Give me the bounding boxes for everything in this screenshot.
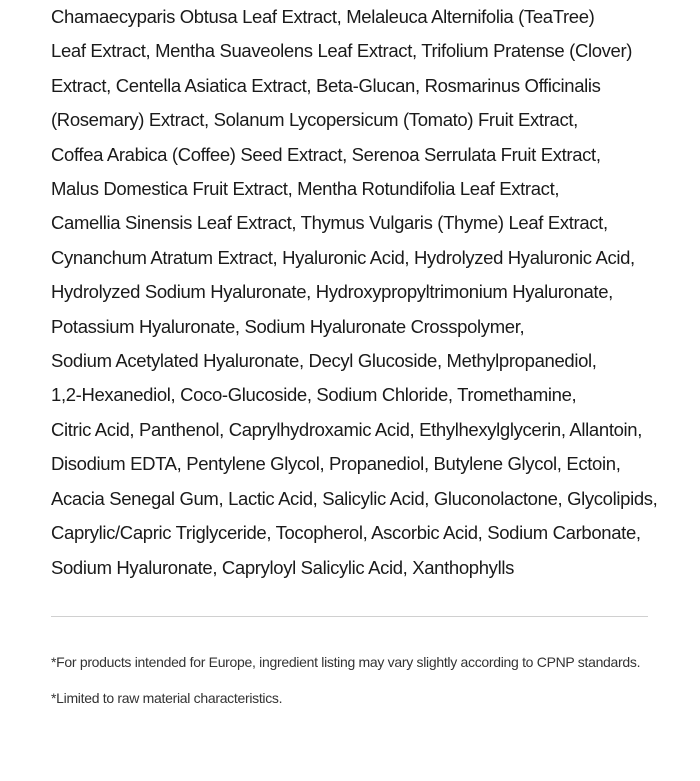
ingredient-line: Potassium Hyaluronate, Sodium Hyaluronate Crosspolymer, — [51, 315, 525, 337]
ingredient-line: Citric Acid, Panthenol, Caprylhydroxamic Acid, Ethylhexylglycerin, Allantoin, — [51, 418, 643, 440]
ingredient-line: Malus Domestica Fruit Extract, Mentha Rotundifolia Leaf Extract, — [51, 178, 560, 200]
ingredient-line: Sodium Acetylated Hyaluronate, Decyl Glucoside, Methylpropanediol, — [51, 350, 597, 372]
ingredient-line: (Rosemary) Extract, Solanum Lycopersicum (Tomato) Fruit Extract, — [51, 109, 578, 131]
ingredient-line: Sodium Hyaluronate, Capryloyl Salicylic Acid, Xanthophylls — [51, 556, 514, 578]
ingredient-line: Hydrolyzed Sodium Hyaluronate, Hydroxypropyltrimonium Hyaluronate, — [51, 281, 613, 303]
ingredient-line: Extract, Centella Asiatica Extract, Beta-Glucan, Rosmarinus Officinalis — [51, 74, 601, 96]
ingredient-line: Leaf Extract, Mentha Suaveolens Leaf Extract, Trifolium Pratense (Clover) — [51, 40, 633, 62]
ingredient-list — [51, 0, 691, 585]
ingredient-line: Caprylic/Capric Triglyceride, Tocopherol, Ascorbic Acid, Sodium Carbonate, — [51, 522, 641, 544]
ingredient-line: Acacia Senegal Gum, Lactic Acid, Salicylic Acid, Gluconolactone, Glycolipids, — [51, 487, 658, 509]
ingredient-line: Chamaecyparis Obtusa Leaf Extract, Melaleuca Alternifolia (TeaTree) — [51, 6, 595, 27]
ingredient-line: Cynanchum Atratum Extract, Hyaluronic Acid, Hydrolyzed Hyaluronic Acid, — [51, 246, 635, 268]
ingredient-line: Camellia Sinensis Leaf Extract, Thymus Vulgaris (Thyme) Leaf Extract, — [51, 212, 608, 234]
europe-disclaimer: *For products intended for Europe, ingredient listing may vary slightly according to CPNP standards. — [51, 654, 641, 670]
ingredient-line: Coffea Arabica (Coffee) Seed Extract, Serenoa Serrulata Fruit Extract, — [51, 143, 601, 165]
ingredient-line: Disodium EDTA, Pentylene Glycol, Propanediol, Butylene Glycol, Ectoin, — [51, 453, 621, 475]
section-divider — [51, 616, 648, 617]
raw-material-disclaimer: *Limited to raw material characteristics. — [51, 690, 283, 706]
ingredient-line: 1,2-Hexanediol, Coco-Glucoside, Sodium Chloride, Tromethamine, — [51, 384, 577, 406]
